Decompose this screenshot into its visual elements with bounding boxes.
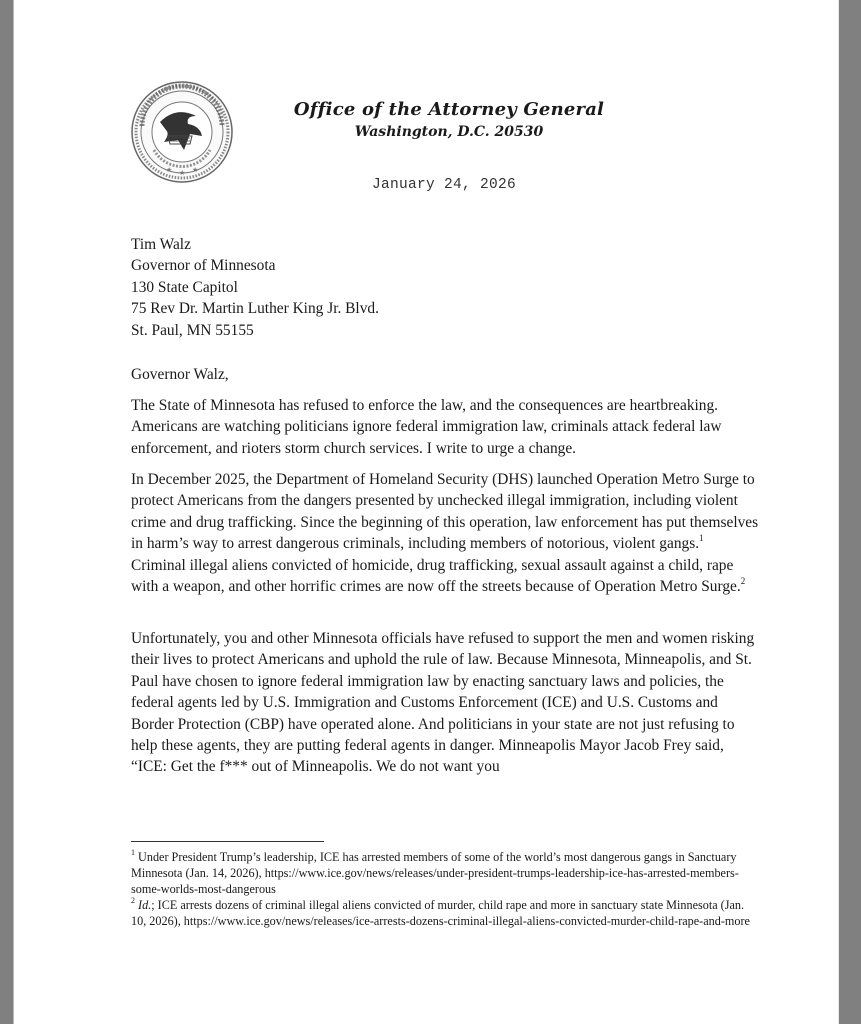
svg-text:★: ★ [166,166,173,174]
footnote-2-text: ; ICE arrests dozens of criminal illegal aliens convicted of murder, child rape and more in sanctuary state Minnesota (Jan. 10, 2026), https://www.ice.gov/news/releases/ice-arrests-dozens-criminal-illegal-aliens-convicted-murder-child-rape-and-more [131,897,750,928]
recipient-title: Governor of Minnesota [131,257,276,275]
footnote-2-id: Id. [135,897,152,912]
footnote-ref-2[interactable]: 2 [740,575,746,586]
paragraph-2 [131,469,761,597]
letterhead [274,98,624,142]
footnote-divider [131,841,324,842]
footnote-2 [131,895,761,930]
footnote-1-text: Under President Trump’s leadership, ICE has arrested members of some of the world’s most dangerous gangs in Sanctuary Minnesota (Jan. 14, 2026), https://www.ice.gov/news/releases/under-president-trumps-leadership-ice-has-arrested-members-some-worlds-most-dangerous [131,850,739,896]
footnote-ref-1[interactable]: 1 [699,533,704,544]
svg-text:★: ★ [192,166,199,174]
paragraph-2-text-a: In December 2025, the Department of Homeland Security (DHS) launched Operation Metro Surge to protect Americans from the dangers presented by unchecked illegal immigration, including violent crime and drug trafficking. Since the beginning of this operation, law enforcement has put themselves in harm’s way to arrest dangerous criminals, including members of notorious, violent gangs. [131,471,759,553]
paragraph-1-text: The State of Minnesota has refused to enforce the law, and the consequences are heartbreaking. Americans are watching politicians ignore federal immigration law, criminals attack federal law enforcement, and rioters storm church services. I write to urge a change. [131,397,722,457]
office-title: Office of the Attorney General [293,99,605,120]
svg-text:★: ★ [179,169,186,177]
recipient-city-state-zip: St. Paul, MN 55155 [131,321,254,339]
paragraph-2-text-b: Criminal illegal aliens convicted of homicide, drug trafficking, sexual assault against a child, rape with a weapon, and other horrific crimes are now off the streets because of Operation Metro Surge. [131,556,741,596]
office-address: Washington, D.C. 20530 [354,124,544,140]
footnote-1-number: 1 [131,847,135,857]
paragraph-3-text: Unfortunately, you and other Minnesota officials have refused to support the men and women risking their lives to protect Americans and uphold the rule of law. Because Minnesota, Minneapolis, and St. Paul have chosen to ignore federal immigration law by enacting sanctuary laws and policies, the federal agents led by U.S. Immigration and Customs Enforcement (ICE) and U.S. Customs and Border Protection (CBP) have operated alone. And politicians in your state are not just refusing to help these agents, they are putting federal agents in danger. Minneapolis Mayor Jacob Frey said, “ICE: Get the f*** out of Minneapolis. We do not want you [131,630,755,776]
letter-date: January 24, 2026 [371,177,517,193]
paragraph-1 [131,395,761,459]
recipient-address-line1: 130 State Capitol [131,278,238,296]
document-page [13,0,839,1024]
recipient-name: Tim Walz [131,236,191,253]
recipient-address [131,234,761,341]
footnote-1 [131,847,761,898]
recipient-address-line2: 75 Rev Dr. Martin Luther King Jr. Blvd. [131,300,379,318]
doj-seal-icon [130,80,234,184]
paragraph-3 [131,628,761,778]
footnotes [131,847,761,930]
footnote-2-number: 2 [131,895,135,905]
salutation: Governor Walz, [131,366,229,383]
